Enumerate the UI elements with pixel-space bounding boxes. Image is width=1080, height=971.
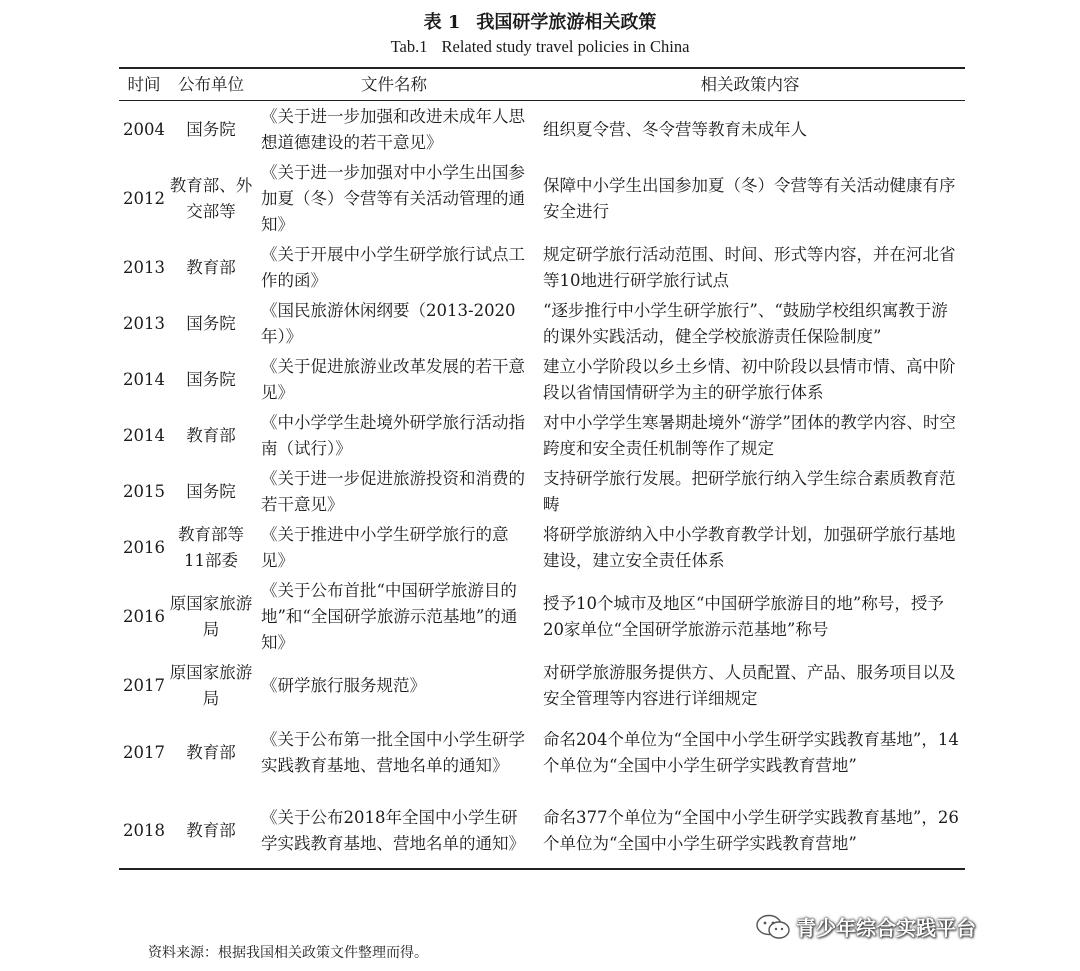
cell-doc: 《关于进一步加强和改进未成年人思想道德建设的若干意见》 <box>261 107 525 152</box>
cell-org: 教育部 <box>186 820 236 840</box>
table-number-en: Tab.1 <box>390 37 428 56</box>
table-row <box>119 351 965 407</box>
cell-content: 授予10个城市及地区“中国研学旅游目的地”称号，授予20家单位“全国研学旅游示范基地”称号 <box>543 594 944 639</box>
cell-org: 教育部 <box>186 426 236 445</box>
cell-org: 教育部 <box>186 743 236 762</box>
cell-org: 教育部等11部委 <box>178 525 244 570</box>
table-row <box>119 295 965 351</box>
table-row <box>119 713 965 791</box>
table-row <box>119 657 965 713</box>
cell-content: 对研学旅游服务提供方、人员配置、产品、服务项目以及安全管理等内容进行详细规定 <box>543 663 956 708</box>
watermark-text: 青少年综合实践平台 <box>796 916 976 940</box>
cell-content: 建立小学阶段以乡土乡情、初中阶段以县情市情、高中阶段以省情国情研学为主的研学旅行体系 <box>543 357 956 402</box>
table-row <box>119 101 965 158</box>
header-year: 时间 <box>127 74 161 94</box>
cell-org: 国务院 <box>186 120 236 139</box>
cell-content: 保障中小学生出国参加夏（冬）令营等有关活动健康有序安全进行 <box>543 176 956 221</box>
table-title-zh-text: 我国研学旅游相关政策 <box>476 12 657 33</box>
source-note: 资料来源：根据我国相关政策文件整理而得。 <box>148 945 428 961</box>
cell-doc: 《关于促进旅游业改革发展的若干意见》 <box>261 357 525 402</box>
cell-org: 原国家旅游局 <box>169 663 253 708</box>
cell-year: 2017 <box>123 743 165 762</box>
cell-content: 命名377个单位为“全国中小学生研学实践教育基地”，26个单位为“全国中小学生研学实践教育营地” <box>543 807 959 853</box>
cell-year: 2014 <box>123 426 165 445</box>
cell-content: 命名204个单位为“全国中小学生研学实践教育基地”，14个单位为“全国中小学生研学实践教育营地” <box>543 730 959 775</box>
cell-org: 教育部 <box>186 258 236 277</box>
cell-content: 将研学旅游纳入中小学教育教学计划，加强研学旅行基地建设，建立安全责任体系 <box>543 525 956 570</box>
header-content: 相关政策内容 <box>700 74 800 94</box>
cell-year: 2015 <box>123 482 165 501</box>
cell-doc: 《关于开展中小学生研学旅行试点工作的函》 <box>261 245 525 290</box>
table-row <box>119 519 965 575</box>
table-row <box>119 157 965 239</box>
cell-doc: 《关于进一步加强对中小学生出国参加夏（冬）令营等有关活动管理的通知》 <box>261 163 525 234</box>
wechat-icon <box>756 914 790 940</box>
cell-year: 2013 <box>123 314 165 333</box>
cell-org: 国务院 <box>186 314 236 333</box>
table-row <box>119 575 965 657</box>
cell-doc: 《国民旅游休闲纲要（2013-2020年）》 <box>261 301 516 346</box>
cell-org: 国务院 <box>186 482 236 501</box>
cell-content: 组织夏令营、冬令营等教育未成年人 <box>543 120 807 139</box>
cell-doc: 《中小学学生赴境外研学旅行活动指南（试行）》 <box>261 413 525 458</box>
cell-content: 对中小学学生寒暑期赴境外“游学”团体的教学内容、时空跨度和安全责任机制等作了规定 <box>543 413 956 458</box>
header-org: 公布单位 <box>178 74 244 94</box>
table-row <box>119 463 965 519</box>
cell-org: 教育部、外交部等 <box>169 176 253 221</box>
header-doc: 文件名称 <box>361 74 427 94</box>
cell-doc: 《关于公布2018年全国中小学生研学实践教育基地、营地名单的通知》 <box>261 807 525 853</box>
policy-table <box>119 67 965 870</box>
table-number-zh: 表 1 <box>423 12 461 33</box>
table-row <box>119 791 965 869</box>
cell-year: 2012 <box>123 189 165 208</box>
cell-content: “逐步推行中小学生研学旅行”、“鼓励学校组织寓教于游的课外实践活动，健全学校旅游责任保险制度” <box>543 301 948 346</box>
cell-year: 2016 <box>123 607 165 626</box>
table-row <box>119 407 965 463</box>
cell-doc: 《关于公布首批“中国研学旅游目的地”和“全国研学旅游示范基地”的通知》 <box>261 581 518 652</box>
cell-year: 2017 <box>123 676 165 695</box>
cell-doc: 《关于公布第一批全国中小学生研学实践教育基地、营地名单的通知》 <box>261 730 525 775</box>
cell-year: 2004 <box>123 120 165 139</box>
cell-org: 原国家旅游局 <box>169 594 253 639</box>
table-header-row <box>119 68 965 101</box>
cell-year: 2016 <box>123 538 165 557</box>
table-title-en <box>0 37 1080 57</box>
watermark <box>756 912 976 941</box>
cell-content: 支持研学旅行发展。把研学旅行纳入学生综合素质教育范畴 <box>543 469 956 514</box>
table-title-en-text: Related study travel policies in China <box>441 37 690 56</box>
cell-doc: 《关于进一步促进旅游投资和消费的若干意见》 <box>261 469 525 514</box>
cell-doc: 《关于推进中小学生研学旅行的意见》 <box>261 525 509 570</box>
cell-year: 2013 <box>123 258 165 277</box>
cell-doc: 《研学旅行服务规范》 <box>261 676 426 695</box>
cell-year: 2018 <box>123 820 165 840</box>
cell-content: 规定研学旅行活动范围、时间、形式等内容，并在河北省等10地进行研学旅行试点 <box>543 245 956 290</box>
cell-org: 国务院 <box>186 370 236 389</box>
table-row <box>119 239 965 295</box>
table-title-zh <box>0 8 1080 34</box>
cell-year: 2014 <box>123 370 165 389</box>
